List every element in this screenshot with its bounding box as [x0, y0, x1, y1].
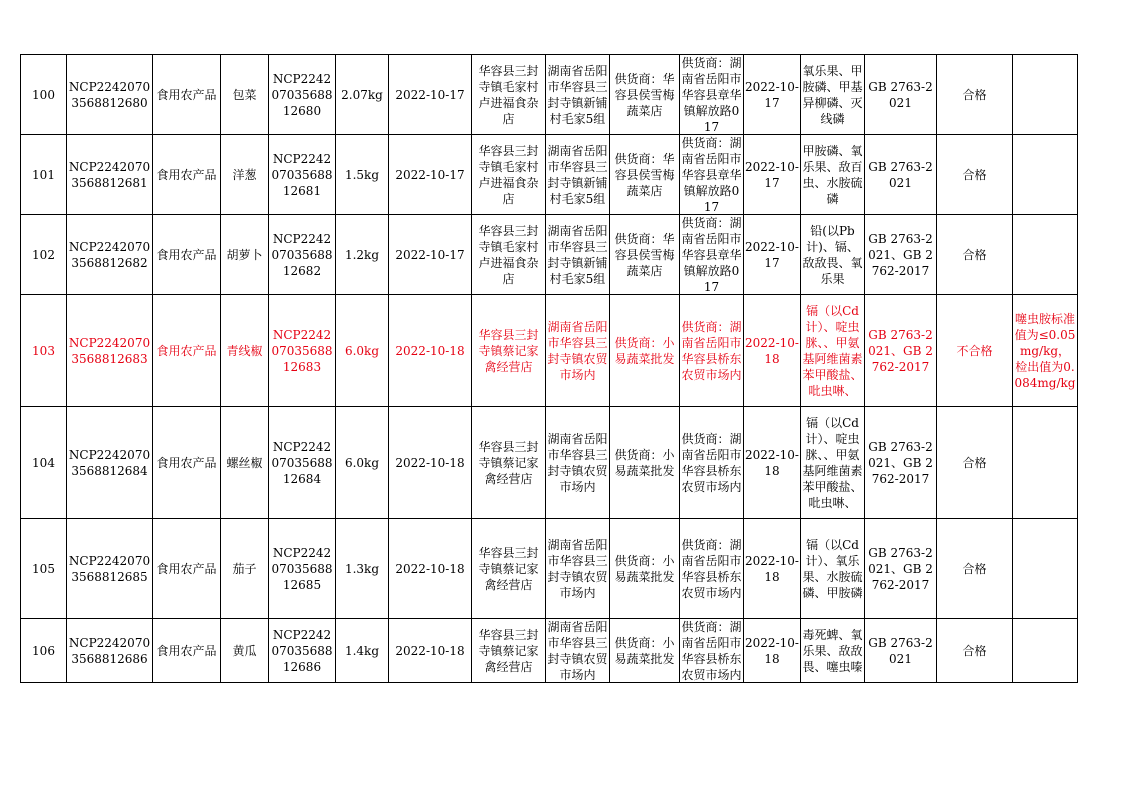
supplier-name-cell	[610, 619, 680, 683]
quantity-cell	[336, 215, 389, 295]
seller-address: 湖南省岳阳市华容县三封寺镇新铺村毛家5组	[547, 223, 608, 286]
supplier-address-cell	[680, 135, 744, 215]
seller-name-cell	[472, 215, 546, 295]
food-name-cell	[221, 519, 269, 619]
sample-number-cell	[269, 407, 336, 519]
supplier-name: 供货商：小易蔬菜批发	[614, 635, 675, 666]
sampling-date: 2022-10-18	[395, 561, 465, 576]
food-name-cell	[221, 215, 269, 295]
sample-number-cell	[269, 215, 336, 295]
seller-address: 湖南省岳阳市华容县三封寺镇农贸市场内	[547, 537, 608, 600]
supplier-name-cell	[610, 407, 680, 519]
result-cell	[937, 55, 1013, 135]
table-row	[21, 407, 1078, 519]
table-row	[21, 519, 1078, 619]
sample-code-cell	[67, 135, 153, 215]
supplier-name: 供货商：小易蔬菜批发	[614, 335, 675, 366]
remark-cell	[1013, 407, 1078, 519]
seller-address-cell	[546, 407, 610, 519]
food-category-cell	[153, 519, 221, 619]
sample-code: NCP22420703568812682	[68, 239, 151, 270]
test-date-cell	[744, 295, 801, 407]
sample-code-cell	[67, 55, 153, 135]
test-items: 镉（以Cd计）、啶虫脒、、甲氨基阿维菌素苯甲酸盐、吡虫啉、	[802, 415, 863, 510]
test-date: 2022-10-18	[745, 447, 799, 478]
sample-code: NCP22420703568812685	[68, 553, 151, 584]
table-row	[21, 55, 1078, 135]
sample-code: NCP22420703568812680	[68, 79, 151, 110]
food-category-cell	[153, 619, 221, 683]
row-number-cell	[21, 295, 67, 407]
row-number-cell	[21, 407, 67, 519]
test-items-cell	[801, 135, 865, 215]
supplier-address: 供货商：湖南省岳阳市华容县桥东农贸市场内	[681, 537, 742, 600]
sample-code: NCP22420703568812681	[68, 159, 151, 190]
remark-cell	[1013, 619, 1078, 683]
result: 合格	[962, 643, 987, 658]
food-name: 洋葱	[232, 167, 257, 182]
food-category-cell	[153, 407, 221, 519]
food-name: 青线椒	[226, 343, 263, 358]
result: 不合格	[956, 343, 993, 358]
result-cell	[937, 135, 1013, 215]
supplier-address: 供货商：湖南省岳阳市华容县章华镇解放路017	[681, 56, 742, 134]
food-name-cell	[221, 135, 269, 215]
seller-address-cell	[546, 295, 610, 407]
food-name: 螺丝椒	[226, 455, 263, 470]
result-cell	[937, 407, 1013, 519]
test-date: 2022-10-18	[745, 335, 799, 366]
result: 合格	[962, 167, 987, 182]
row-number-cell	[21, 215, 67, 295]
seller-address: 湖南省岳阳市华容县三封寺镇农贸市场内	[547, 431, 608, 494]
test-date-cell	[744, 619, 801, 683]
food-category-cell	[153, 295, 221, 407]
test-items: 镉（以Cd计）、氧乐果、水胺硫磷、甲胺磷	[802, 537, 863, 600]
remark-cell	[1013, 295, 1078, 407]
sampling-date: 2022-10-17	[395, 87, 465, 102]
sampling-date: 2022-10-17	[395, 167, 465, 182]
sample-number: NCP22420703568812680	[271, 71, 333, 118]
supplier-name-cell	[610, 519, 680, 619]
test-date-cell	[744, 135, 801, 215]
quantity-cell	[336, 619, 389, 683]
sample-number: NCP22420703568812685	[271, 545, 333, 592]
row-number: 102	[32, 247, 55, 262]
inspection-table	[20, 54, 1078, 683]
seller-name: 华容县三封寺镇毛家村卢进福食杂店	[478, 63, 539, 126]
supplier-name-cell	[610, 215, 680, 295]
supplier-address-cell	[680, 619, 744, 683]
quantity: 6.0kg	[344, 343, 380, 358]
food-category-cell	[153, 135, 221, 215]
test-items: 氧乐果、甲胺磷、甲基异柳磷、灭线磷	[802, 63, 863, 126]
food-category: 食用农产品	[156, 643, 217, 658]
sampling-date: 2022-10-18	[395, 455, 465, 470]
supplier-name-cell	[610, 55, 680, 135]
supplier-address-cell	[680, 295, 744, 407]
remark-cell	[1013, 135, 1078, 215]
supplier-name: 供货商：小易蔬菜批发	[614, 553, 675, 584]
seller-name: 华容县三封寺镇蔡记家禽经营店	[478, 627, 539, 674]
test-items-cell	[801, 619, 865, 683]
table-row	[21, 295, 1078, 407]
sample-code-cell	[67, 295, 153, 407]
sample-number-cell	[269, 519, 336, 619]
food-name: 茄子	[232, 561, 257, 576]
test-items: 甲胺磷、氧乐果、敌百虫、水胺硫磷	[802, 143, 863, 206]
remark-cell	[1013, 55, 1078, 135]
standard: GB 2763-2021、GB 2762-2017	[868, 327, 933, 374]
seller-name-cell	[472, 619, 546, 683]
seller-name: 华容县三封寺镇蔡记家禽经营店	[478, 545, 539, 592]
sample-code-cell	[67, 407, 153, 519]
standard: GB 2763-2021、GB 2762-2017	[868, 231, 933, 278]
result-cell	[937, 519, 1013, 619]
food-category-cell	[153, 55, 221, 135]
seller-address-cell	[546, 135, 610, 215]
row-number: 100	[32, 87, 55, 102]
quantity: 2.07kg	[341, 87, 383, 102]
quantity-cell	[336, 407, 389, 519]
remark-cell	[1013, 215, 1078, 295]
sample-code-cell	[67, 619, 153, 683]
standard: GB 2763-2021	[868, 635, 933, 666]
supplier-name-cell	[610, 295, 680, 407]
seller-name-cell	[472, 407, 546, 519]
sample-number-cell	[269, 295, 336, 407]
sample-code: NCP22420703568812683	[68, 335, 151, 366]
result: 合格	[962, 247, 987, 262]
food-name-cell	[221, 295, 269, 407]
supplier-address: 供货商：湖南省岳阳市华容县章华镇解放路017	[681, 216, 742, 294]
sample-number-cell	[269, 55, 336, 135]
result-cell	[937, 215, 1013, 295]
supplier-name: 供货商：华容县侯雪梅蔬菜店	[614, 71, 675, 118]
quantity-cell	[336, 135, 389, 215]
result: 合格	[962, 87, 987, 102]
food-name-cell	[221, 55, 269, 135]
food-category: 食用农产品	[156, 343, 217, 358]
seller-name-cell	[472, 135, 546, 215]
row-number: 104	[32, 455, 55, 470]
seller-address: 湖南省岳阳市华容县三封寺镇新铺村毛家5组	[547, 143, 608, 206]
seller-address: 湖南省岳阳市华容县三封寺镇农贸市场内	[547, 319, 608, 382]
sampling-date: 2022-10-17	[395, 247, 465, 262]
seller-name: 华容县三封寺镇蔡记家禽经营店	[478, 439, 539, 486]
row-number-cell	[21, 619, 67, 683]
sample-code: NCP22420703568812684	[68, 447, 151, 478]
standard: GB 2763-2021、GB 2762-2017	[868, 439, 933, 486]
test-items-cell	[801, 295, 865, 407]
seller-address-cell	[546, 519, 610, 619]
food-category: 食用农产品	[156, 561, 217, 576]
supplier-name: 供货商：华容县侯雪梅蔬菜店	[614, 231, 675, 278]
seller-address: 湖南省岳阳市华容县三封寺镇新铺村毛家5组	[547, 63, 608, 126]
standard-cell	[865, 215, 937, 295]
seller-name-cell	[472, 295, 546, 407]
supplier-address-cell	[680, 215, 744, 295]
supplier-name: 供货商：华容县侯雪梅蔬菜店	[614, 151, 675, 198]
sampling-date-cell	[389, 519, 472, 619]
food-name: 包菜	[232, 87, 257, 102]
sampling-date-cell	[389, 407, 472, 519]
standard-cell	[865, 295, 937, 407]
test-items: 毒死蜱、氧乐果、敌敌畏、噻虫嗪	[802, 627, 863, 674]
supplier-address: 供货商：湖南省岳阳市华容县桥东农贸市场内	[681, 319, 742, 382]
quantity: 1.3kg	[344, 561, 380, 576]
result-cell	[937, 619, 1013, 683]
sample-number: NCP22420703568812682	[271, 231, 333, 278]
standard: GB 2763-2021	[868, 79, 933, 110]
quantity: 6.0kg	[344, 455, 380, 470]
test-items-cell	[801, 215, 865, 295]
food-name: 胡萝卜	[226, 247, 263, 262]
sampling-date: 2022-10-18	[395, 643, 465, 658]
sample-number: NCP22420703568812681	[271, 151, 333, 198]
food-category: 食用农产品	[156, 455, 217, 470]
seller-name: 华容县三封寺镇毛家村卢进福食杂店	[478, 223, 539, 286]
standard-cell	[865, 55, 937, 135]
supplier-address: 供货商：湖南省岳阳市华容县桥东农贸市场内	[681, 431, 742, 494]
food-name-cell	[221, 619, 269, 683]
row-number-cell	[21, 55, 67, 135]
standard: GB 2763-2021	[868, 159, 933, 190]
test-items-cell	[801, 519, 865, 619]
test-date: 2022-10-18	[745, 635, 799, 666]
quantity-cell	[336, 55, 389, 135]
standard-cell	[865, 619, 937, 683]
supplier-address: 供货商：湖南省岳阳市华容县章华镇解放路017	[681, 136, 742, 214]
remark-cell	[1013, 519, 1078, 619]
test-items: 铅(以Pb计)、镉、敌敌畏、氧乐果	[802, 223, 863, 286]
sampling-date-cell	[389, 215, 472, 295]
standard: GB 2763-2021、GB 2762-2017	[868, 545, 933, 592]
row-number: 101	[32, 167, 55, 182]
row-number: 105	[32, 561, 55, 576]
seller-address-cell	[546, 55, 610, 135]
standard-cell	[865, 519, 937, 619]
table-row	[21, 619, 1078, 683]
sample-number: NCP22420703568812684	[271, 439, 333, 486]
sampling-date-cell	[389, 55, 472, 135]
sample-code-cell	[67, 215, 153, 295]
row-number-cell	[21, 135, 67, 215]
standard-cell	[865, 135, 937, 215]
sample-code-cell	[67, 519, 153, 619]
sample-number: NCP22420703568812686	[271, 627, 333, 674]
sampling-date-cell	[389, 619, 472, 683]
seller-name: 华容县三封寺镇毛家村卢进福食杂店	[478, 143, 539, 206]
test-date-cell	[744, 407, 801, 519]
food-name-cell	[221, 407, 269, 519]
sampling-date-cell	[389, 295, 472, 407]
seller-address: 湖南省岳阳市华容县三封寺镇农贸市场内	[547, 620, 608, 682]
test-items-cell	[801, 407, 865, 519]
sample-number: NCP22420703568812683	[271, 327, 333, 374]
supplier-address-cell	[680, 55, 744, 135]
seller-name: 华容县三封寺镇蔡记家禽经营店	[478, 327, 539, 374]
test-date-cell	[744, 215, 801, 295]
test-date: 2022-10-17	[745, 239, 799, 270]
supplier-address: 供货商：湖南省岳阳市华容县桥东农贸市场内	[681, 620, 742, 682]
seller-name-cell	[472, 55, 546, 135]
supplier-name-cell	[610, 135, 680, 215]
supplier-name: 供货商：小易蔬菜批发	[614, 447, 675, 478]
supplier-address-cell	[680, 407, 744, 519]
seller-address-cell	[546, 215, 610, 295]
test-date-cell	[744, 55, 801, 135]
row-number-cell	[21, 519, 67, 619]
food-category: 食用农产品	[156, 87, 217, 102]
sample-number-cell	[269, 619, 336, 683]
test-date-cell	[744, 519, 801, 619]
quantity-cell	[336, 295, 389, 407]
test-items: 镉（以Cd计）、啶虫脒、、甲氨基阿维菌素苯甲酸盐、吡虫啉、	[802, 303, 863, 398]
row-number: 103	[32, 343, 55, 358]
test-items-cell	[801, 55, 865, 135]
result: 合格	[962, 455, 987, 470]
table-row	[21, 215, 1078, 295]
supplier-address-cell	[680, 519, 744, 619]
table-row	[21, 135, 1078, 215]
sample-code: NCP22420703568812686	[68, 635, 151, 666]
result-cell	[937, 295, 1013, 407]
row-number: 106	[32, 643, 55, 658]
seller-name-cell	[472, 519, 546, 619]
test-date: 2022-10-18	[745, 553, 799, 584]
quantity: 1.4kg	[344, 643, 380, 658]
sample-number-cell	[269, 135, 336, 215]
food-category: 食用农产品	[156, 167, 217, 182]
quantity: 1.5kg	[344, 167, 380, 182]
quantity-cell	[336, 519, 389, 619]
sampling-date: 2022-10-18	[395, 343, 465, 358]
standard-cell	[865, 407, 937, 519]
food-category-cell	[153, 215, 221, 295]
food-category: 食用农产品	[156, 247, 217, 262]
food-name: 黄瓜	[232, 643, 257, 658]
quantity: 1.2kg	[344, 247, 380, 262]
test-date: 2022-10-17	[745, 159, 799, 190]
result: 合格	[962, 561, 987, 576]
remark: 噻虫胺标准值为≤0.05mg/kg，检出值为0.084mg/kg	[1014, 311, 1076, 390]
seller-address-cell	[546, 619, 610, 683]
test-date: 2022-10-17	[745, 79, 799, 110]
sampling-date-cell	[389, 135, 472, 215]
